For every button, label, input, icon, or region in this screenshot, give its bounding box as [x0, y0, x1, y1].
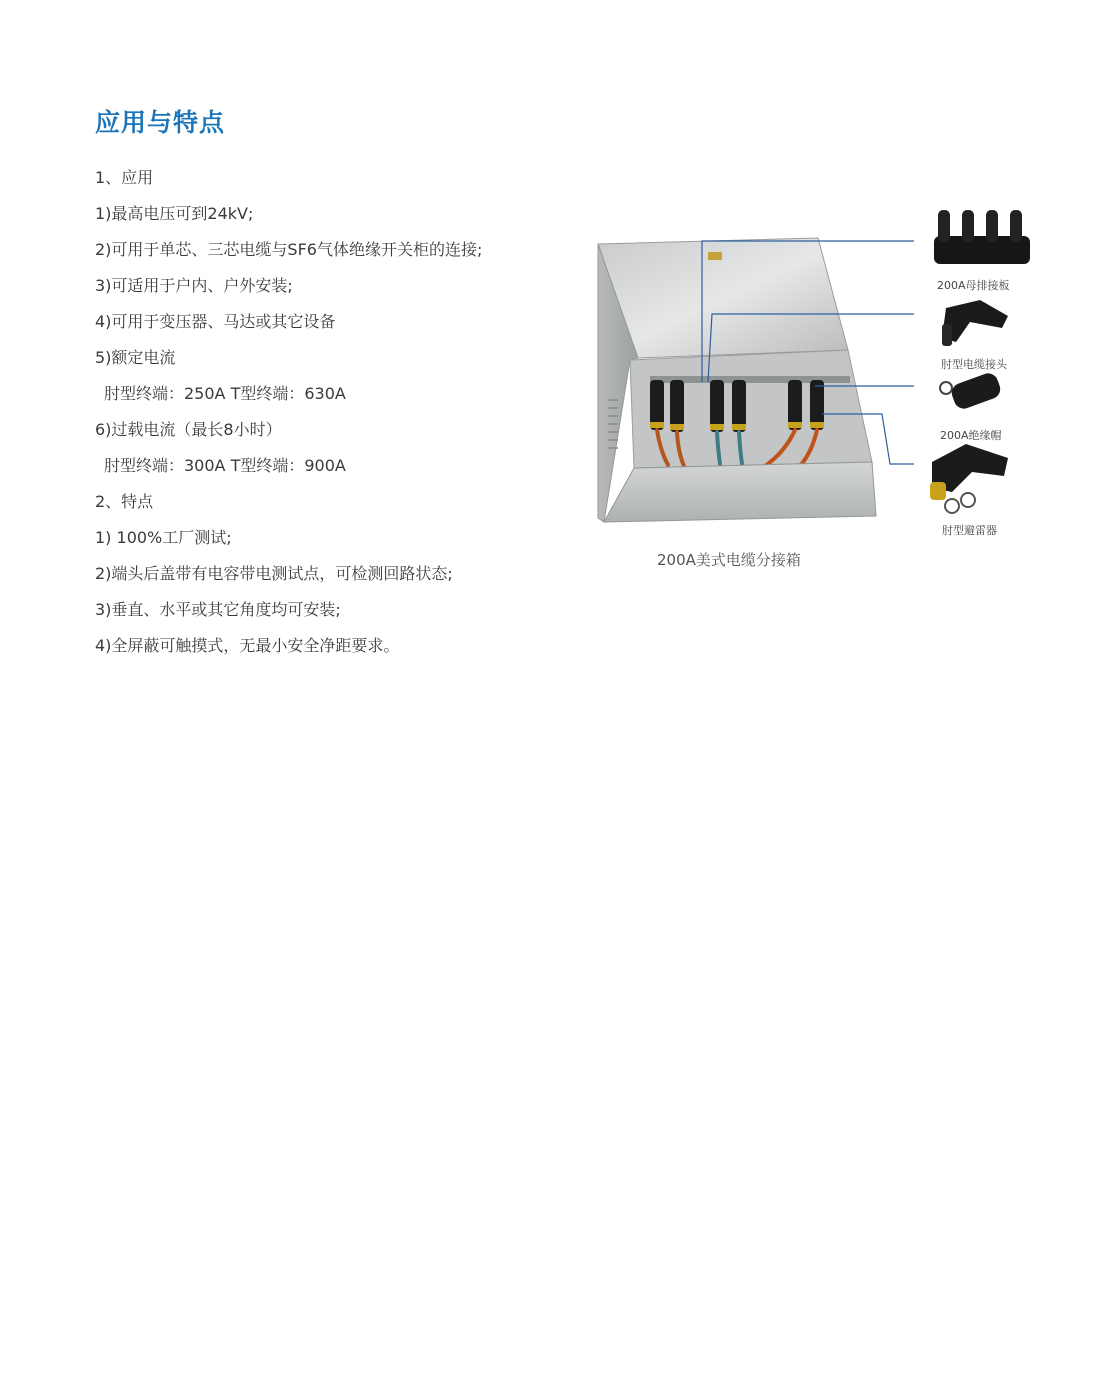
list-item: 2)可用于单芯、三芯电缆与SF6气体绝缘开关柜的连接;	[95, 240, 483, 259]
list-item: 4)全屏蔽可触摸式，无最小安全净距要求。	[95, 636, 400, 655]
section-heading: 2、特点	[95, 492, 154, 511]
part-label: 200A母排接板	[937, 279, 1010, 292]
list-item: 1) 100%工厂测试;	[95, 528, 232, 547]
list-item: 5)额定电流	[95, 348, 176, 367]
part-label: 肘型避雷器	[942, 524, 997, 537]
figure-caption: 200A美式电缆分接箱	[657, 551, 801, 569]
list-item: 1)最高电压可到24kV;	[95, 204, 254, 223]
elbow-connector-part-icon	[942, 300, 1008, 346]
part-label: 肘型电缆接头	[941, 358, 1007, 371]
content-text	[95, 160, 565, 664]
list-item: 3)可适用于户内、户外安装;	[95, 276, 293, 295]
product-figure	[590, 200, 1050, 580]
part-label: 200A绝缘帽	[940, 429, 1002, 442]
cabinet-base	[604, 462, 876, 522]
section-heading: 1、应用	[95, 168, 154, 187]
lock-icon	[708, 252, 722, 260]
page-title: 应用与特点	[95, 108, 226, 137]
list-item: 4)可用于变压器、马达或其它设备	[95, 312, 336, 331]
cabinet-interior	[630, 350, 872, 468]
elbow-arrester-part-icon	[930, 444, 1008, 513]
list-item: 6)过载电流（最长8小时）	[95, 420, 282, 439]
cabinet-lid	[598, 238, 848, 358]
elbow-connectors	[650, 380, 824, 432]
list-item-detail: 肘型终端：300A T型终端：900A	[104, 456, 346, 475]
list-item: 3)垂直、水平或其它角度均可安装;	[95, 600, 341, 619]
insulating-cap-part-icon	[940, 371, 1003, 412]
list-item: 2)端头后盖带有电容带电测试点，可检测回路状态;	[95, 564, 453, 583]
busbar-part-icon	[934, 210, 1030, 264]
list-item-detail: 肘型终端：250A T型终端：630A	[104, 384, 346, 403]
